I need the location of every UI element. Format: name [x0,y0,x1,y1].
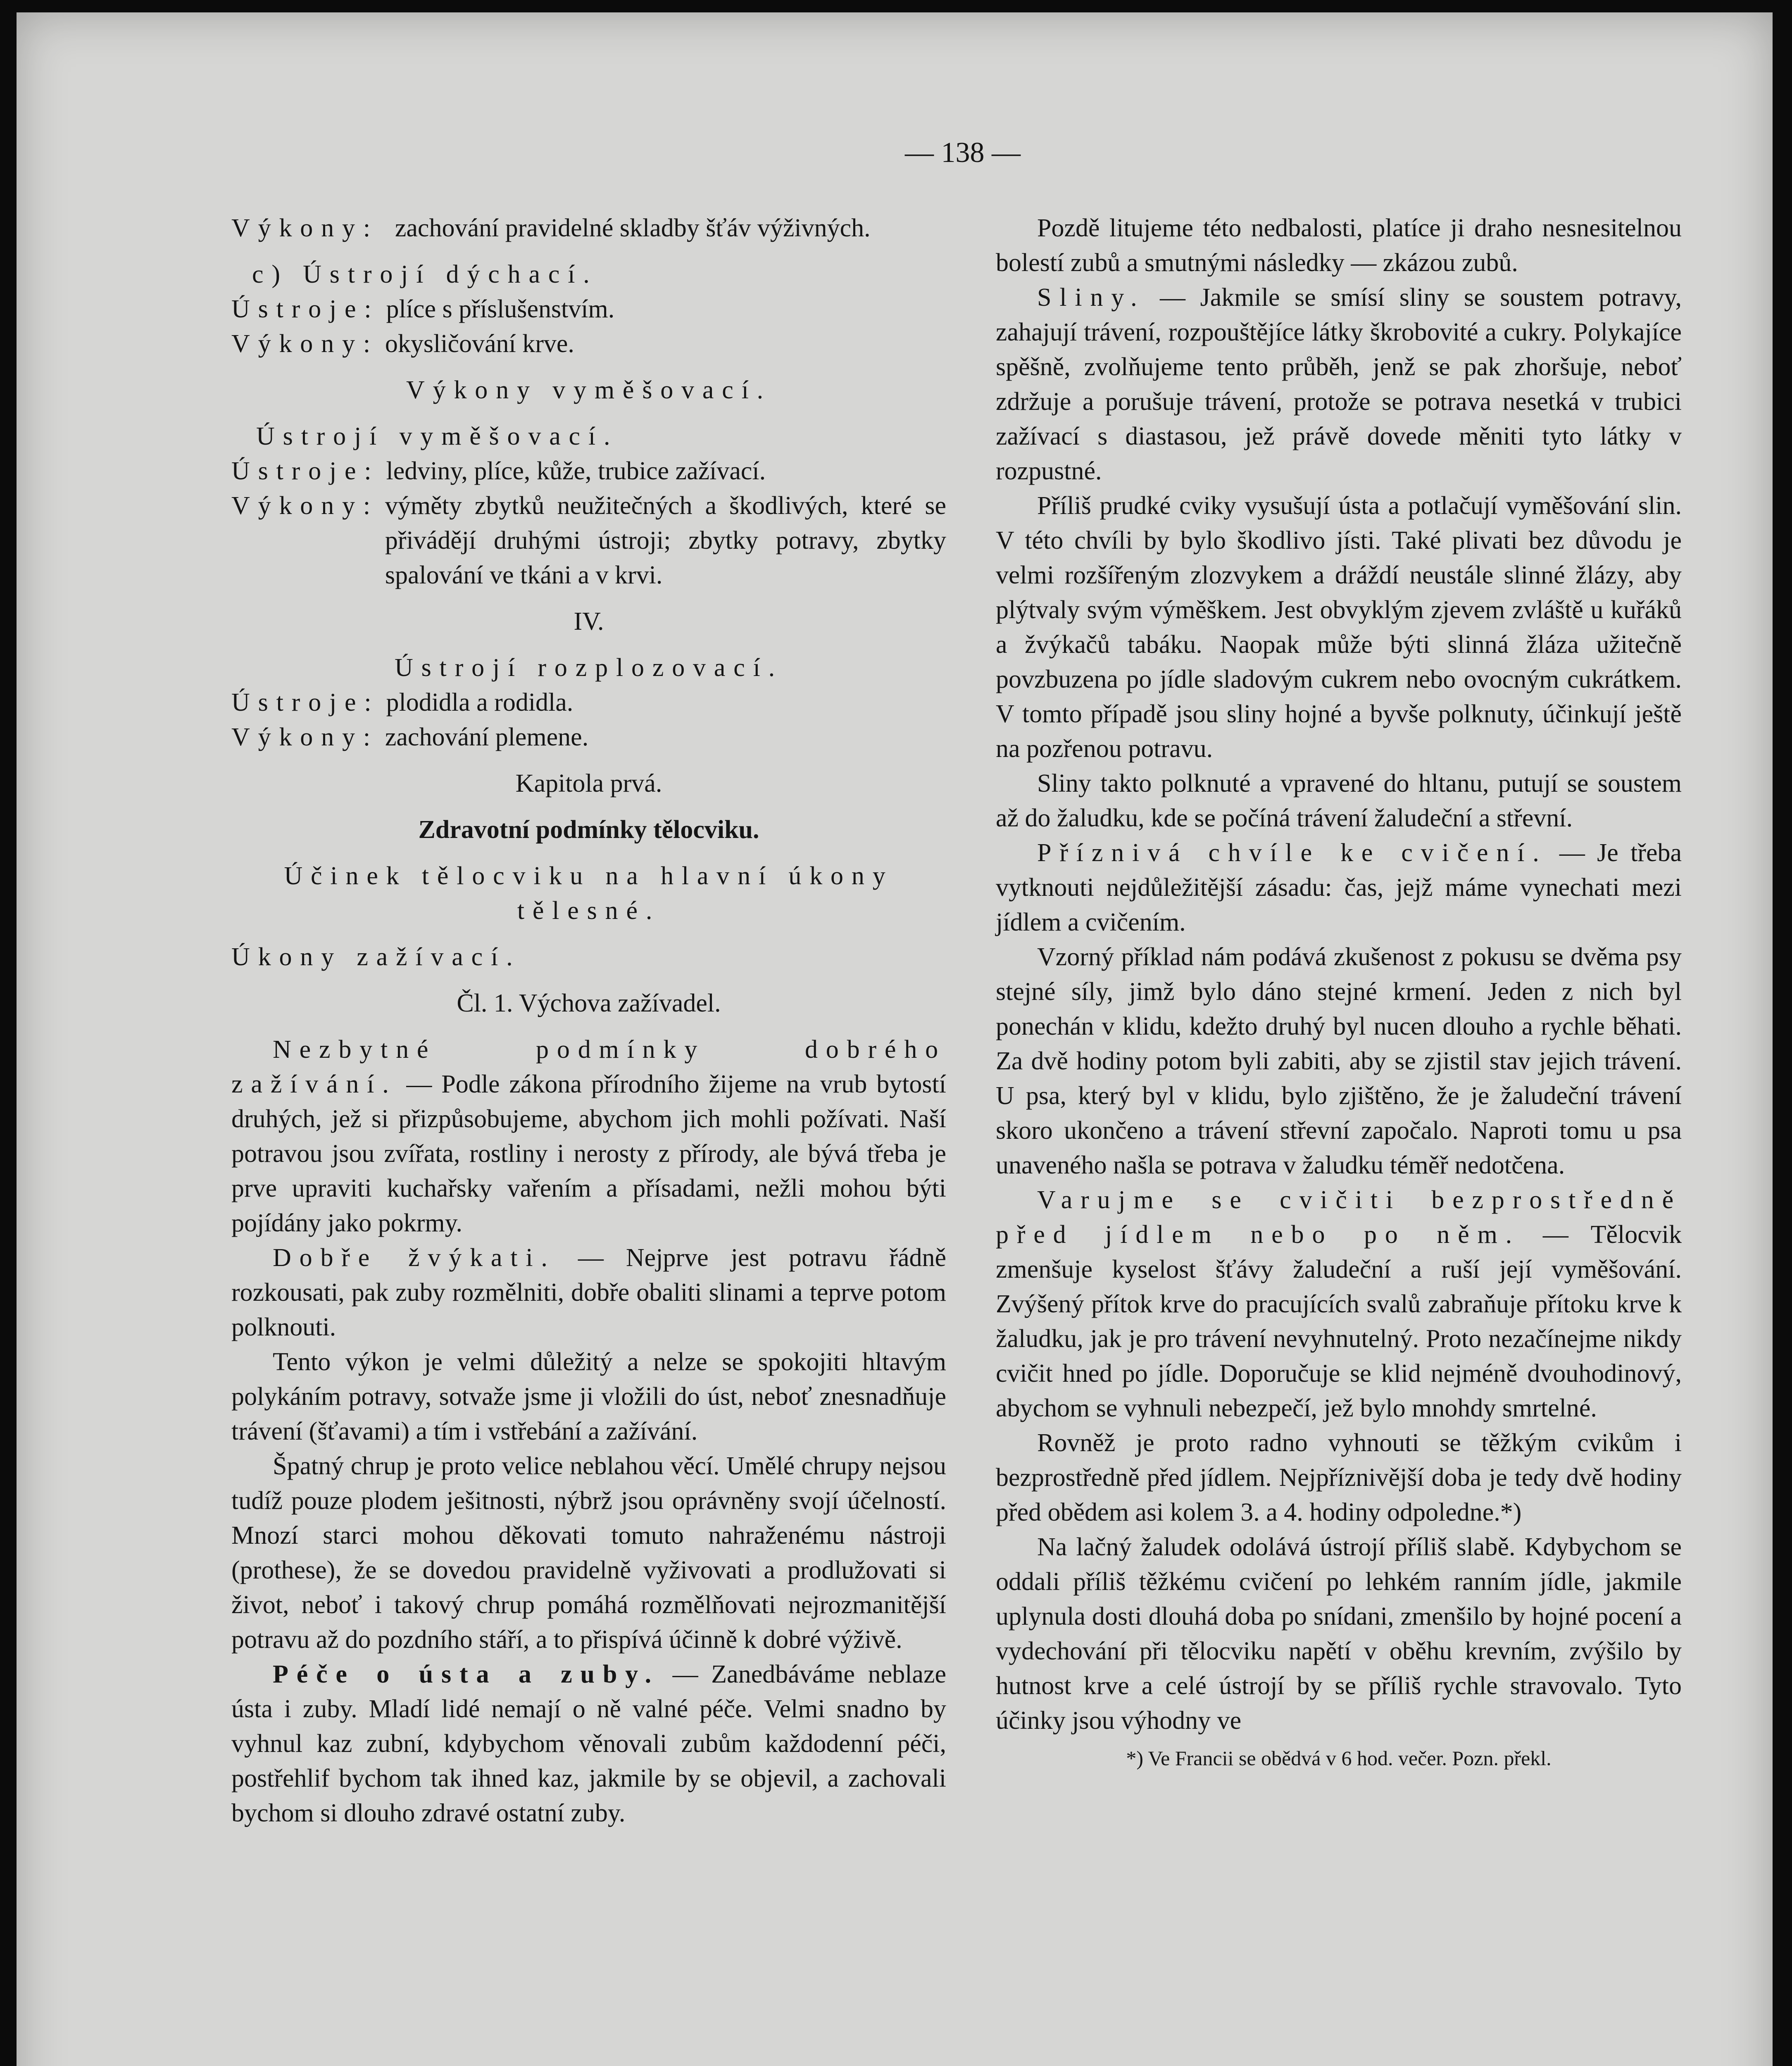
definition-text: výměty zbytků neužitečných a škodlivých, které se přivádějí druhými ústroji; zbytky potravy, zbytky spalování ve tkáni a v krvi. [385,492,946,589]
definition-row [231,454,946,488]
page-number: — 138 — [905,137,1021,169]
definition-row [231,292,946,326]
footnote: *) Ve Francii se obědvá v 6 hod. večer. Pozn. překl. [1126,1747,1552,1770]
paragraph [996,280,1682,488]
section-heading: Výkony vyměšovací. [406,376,772,404]
paragraph: Sliny takto polknuté a vpravené do hltanu, putují se soustem až do žaludku, kde se počíná trávení žaludeční a střevní. [996,769,1682,832]
definition-text: okysličování krve. [385,330,574,358]
paragraph: Tento výkon je velmi důležitý a nelze se spokojiti hltavým polykáním potravy, sotvaže jsme ji vložili do úst, neboť znesnadňuje trávení (šťavami) a tím i vstřebání a zažívání. [231,1348,946,1445]
chapter-title: Zdravotní podmínky tělocviku. [418,816,759,844]
definition-row [231,211,946,245]
section-heading: Účinek tělocviku na hlavní úkony tělesné. [284,862,894,925]
spaced-term: Příznivá chvíle ke cvičení. [1037,839,1547,867]
spacer [231,928,946,940]
paragraph-text: — Jakmile se smísí sliny se soustem potravy, zahajují trávení, rozpouštějíce látky škrobovité a cukry. Polykajíce spěšně, zvolňujeme tento průběh, jenž se pak zhoršuje, neboť zdržuje a porušuje trávení, protože se potrava nesetká v trubici zažívací s diastasou, jež právě dovede měniti tyto látky v rozpustné. [996,283,1682,485]
definition-label: Ústroje: [231,457,380,485]
definition-text: zachování plemene. [385,723,589,751]
paragraph-text: — Nejprve jest potravu řádně rozkousati, pak zuby rozmělniti, dobře obaliti slinami a teprve potom polknouti. [231,1244,946,1341]
spacer [231,245,946,257]
paragraph: Špatný chrup je proto velice neblahou věcí. Umělé chrupy nejsou tudíž pouze plodem ješitnosti, nýbrž jsou oprávněny svojí účelností. Mnozí starci mohou děkovati tomuto nahraženému nástroji (prothese), že se dovedou pravidelně vyživovati a prodlužovati si život, neboť i takový chrup pomáhá rozmělňovati nejrozmanitější potravu až do pozdního stáří, a to přispívá účinně k dobré výživě. [231,1452,946,1654]
paragraph [231,1240,946,1345]
paragraph: Rovněž je proto radno vyhnouti se těžkým cvikům i bezprostředně před jídlem. Nejpříznivější doba je tedy dvě hodiny před obědem asi kolem 3. a 4. hodiny odpoledne.*) [996,1429,1682,1526]
paragraph-text: — Podle zákona přírodního žijeme na vrub bytostí druhých, jež si přizpůsobujeme, abychom jich mohli požívati. Naší potravou jsou zvířata, rostliny i nerosty z přírody, ale bývá třeba je prve upraviti kuchařsky vařením a přísadami, nežli mohou býti pojídány jako pokrmy. [231,1070,946,1237]
section-heading: c) Ústrojí dýchací. [252,260,598,288]
definition-row [231,685,946,720]
paragraph [996,835,1682,940]
roman-numeral: IV. [574,607,604,636]
paragraph-text: — Tělocvik zmenšuje kyselost šťávy žaludeční a ruší její vyměšování. Zvýšený přítok krve do pracujících svalů zabraňuje přítoku krve k žaludku, jak je pro trávení nevyhnutelný. Proto nezačínejme nikdy cvičit hned po jídle. Doporučuje se klid nejméně dvouhodinový, abychom se vyhnuli nebezpečí, jež bylo mnohdy smrtelné. [996,1221,1682,1422]
spacer [231,974,946,986]
definition-text: plíce s příslušenstvím. [386,295,615,323]
section-heading: Ústrojí rozplozovací. [394,654,783,682]
section-subheading: Úkony zažívací. [231,943,521,971]
definition-label: Výkony: [231,492,378,520]
spaced-term: Nezbytné podmínky dobrého zažívání. [231,1035,946,1098]
section-subheading: Ústrojí vyměšovací. [256,422,619,450]
paragraph [996,1183,1682,1426]
paragraph [231,1032,946,1240]
paragraph: Příliš prudké cviky vysušují ústa a potlačují vyměšování slin. V této chvíli by bylo škodlivo jísti. Také plivati bez důvodu je velmi rozšířeným zlozvykem a dráždí neustále slinné žlázy, aby plýtvaly svým výměškem. Jest obvyklým zjevem zvláště u kuřáků a žvýkačů tabáku. Naopak může býti slinná žláza užitečně povzbuzena po jídle sladovým cukrem nebo ovocným cukrátkem. V tomto případě jsou sliny hojné a byvše polknuty, účinkují ještě na pozřenou potravu. [996,492,1682,763]
spacer [231,755,946,766]
definition-text: ledviny, plíce, kůže, trubice zažívací. [386,457,766,485]
definition-label: Ústroje: [231,688,380,716]
paragraph [231,1657,946,1830]
definition-label: Ústroje: [231,295,380,323]
article-heading: Čl. 1. Výchova zažívadel. [457,989,721,1017]
definition-row [231,326,946,361]
right-column [996,211,1682,1773]
paragraph: Na lačný žaludek odolává ústrojí příliš slabě. Kdybychom se oddali příliš těžkému cvičení po lehkém ranním jídle, jakmile uplynula dosti dlouhá doba po snídani, zmenšilo by hojné pocení a vydechování při tělocviku napětí v oběhu krevním, zvýšilo by hutnost krve a celé ústrojí by se příliš rychle stravovalo. Tyto účinky jsou výhodny ve [996,1533,1682,1735]
definition-label: Výkony: [231,330,378,358]
definition-label: Výkony: [231,723,378,751]
chapter-heading: Kapitola prvá. [515,769,662,797]
spacer [231,407,946,419]
definition-row [231,488,946,593]
spaced-term: Péče o ústa a zuby. [273,1660,659,1688]
book-page [17,12,1773,2066]
definition-label: Výkony: [231,214,378,242]
spacer [231,847,946,859]
definition-row [231,720,946,755]
definition-text: plodidla a rodidla. [386,688,574,716]
left-column [231,211,946,1830]
spacer [231,361,946,373]
spacer [231,801,946,812]
spaced-term: Dobře žvýkati. [273,1244,556,1272]
paragraph-text: — Zanedbáváme neblaze ústa i zuby. Mladí lidé nemají o ně valné péče. Velmi snadno by vyhnul kaz zubní, kdybychom věnovali zubům každodenní péči, postřehlif bychom tak ihned kaz, jakmile by se objevil, a zachovali bychom si dlouho zdravé ostatní zuby. [231,1660,946,1827]
spacer [231,593,946,604]
definition-text: zachování pravidelné skladby šťáv výživných. [395,214,871,242]
spacer [231,639,946,650]
spaced-term: Varujme se cvičiti bezprostředně před jídlem nebo po něm. [996,1186,1682,1249]
spacer [231,1021,946,1032]
spaced-term: Sliny. [1037,283,1145,312]
paragraph-text: — Je třeba vytknouti nejdůležitější zásadu: čas, jejž máme vynechati mezi jídlem a cvičením. [996,839,1682,936]
paragraph: Vzorný příklad nám podává zkušenost z pokusu se dvěma psy stejné síly, jimž bylo dáno stejné krmení. Jeden z nich byl ponechán v klidu, kdežto druhý byl nucen dlouho a rychle běhati. Za dvě hodiny potom byli zabiti, aby se zjistil stav jejich trávení. U psa, který byl v klidu, bylo zjištěno, že je žaludeční trávení skoro ukončeno a trávení střevní započalo. Naproti tomu u psa unaveného našla se potrava v žaludku téměř nedotčena. [996,943,1682,1179]
paragraph: Pozdě litujeme této nedbalosti, platíce ji draho nesnesitelnou bolestí zubů a smutnými následky — zkázou zubů. [996,214,1682,277]
